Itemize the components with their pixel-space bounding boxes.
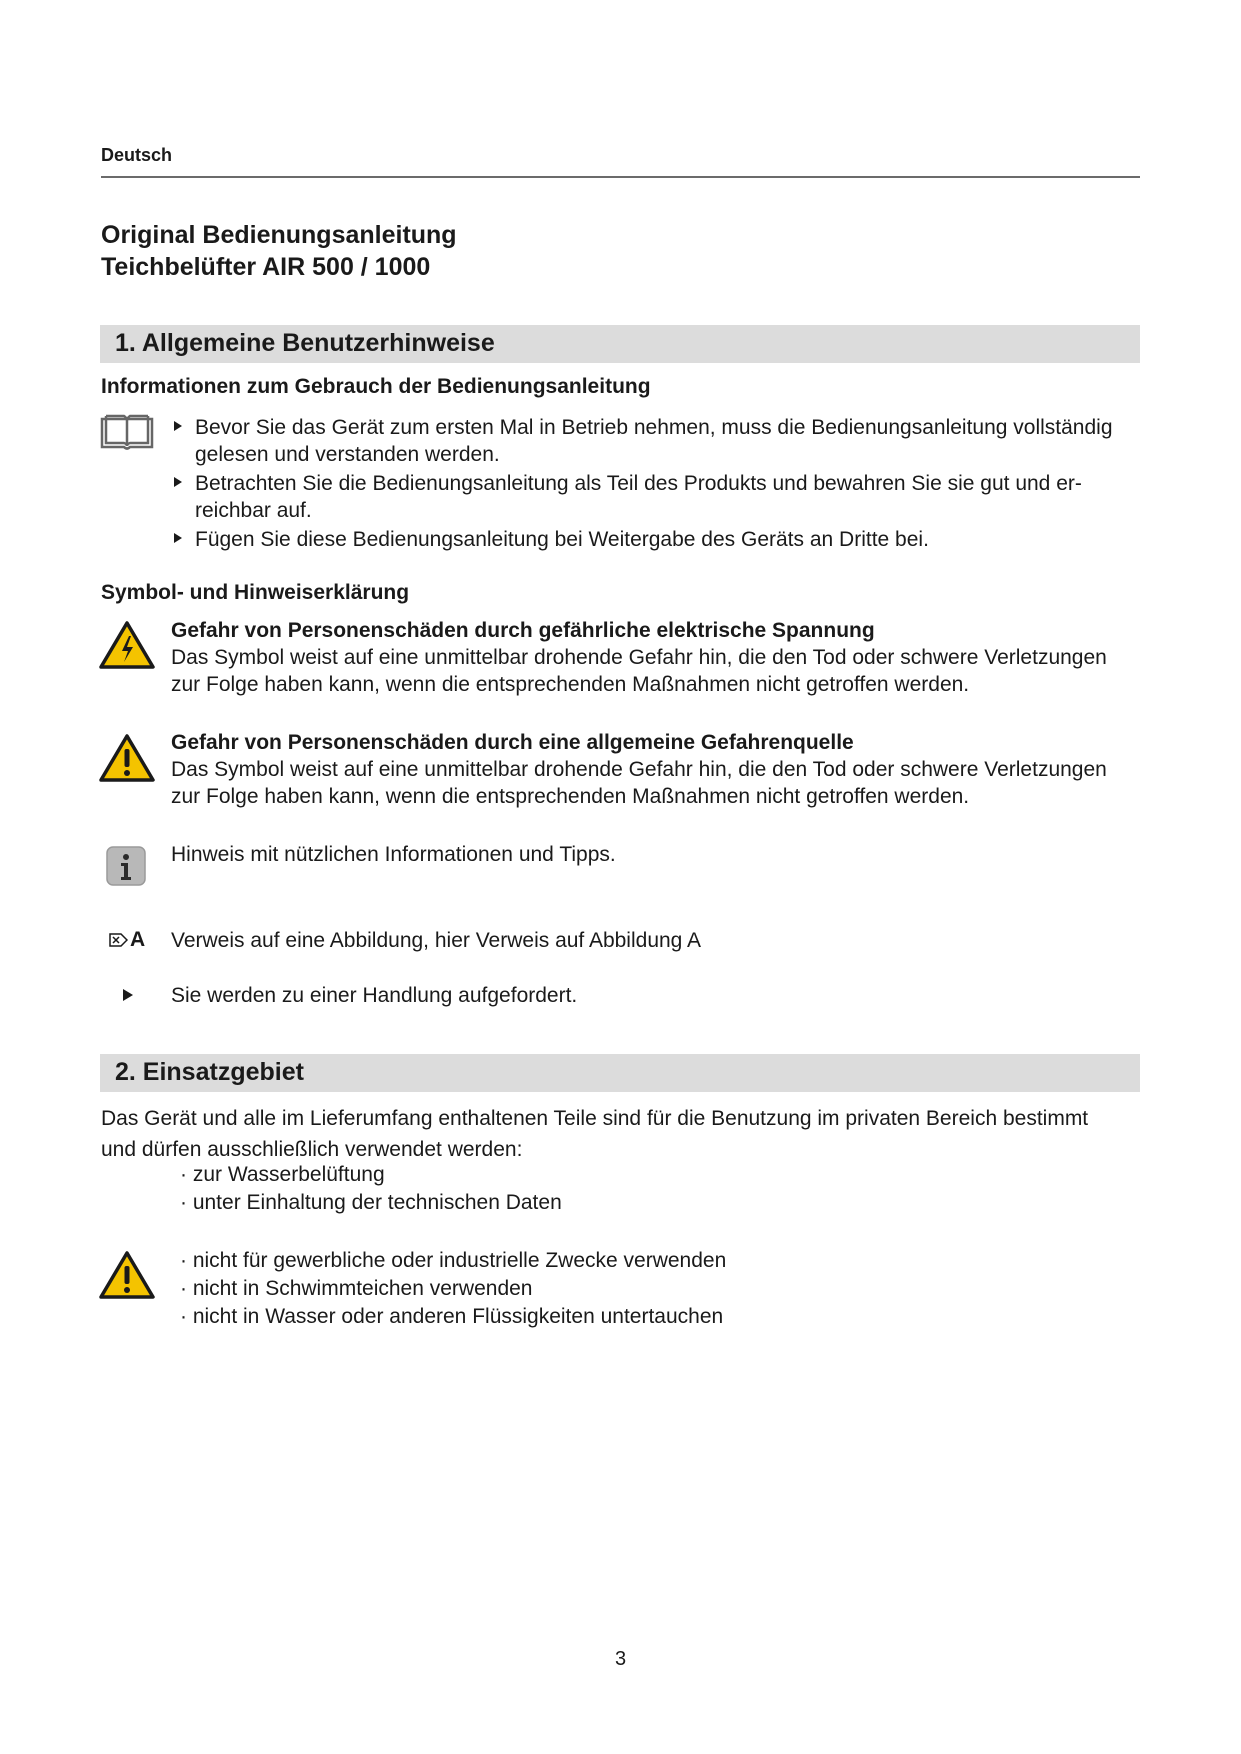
electric-warning-text: Das Symbol weist auf eine unmittelbar drohende Gefahr hin, die den Tod oder schwere Verletzungen zur Folge haben kann, wenn die entsprechenden Maßnahmen nicht getroffen werden.: [171, 646, 1107, 696]
header-rule: [101, 176, 1140, 178]
general-warning-text: Das Symbol weist auf eine unmittelbar drohende Gefahr hin, die den Tod oder schwere Verletzungen zur Folge haben kann, wenn die entsprechenden Maßnahmen nicht getroffen werden.: [171, 758, 1107, 808]
list-item: · zur Wasserbelüftung: [180, 1163, 385, 1186]
section-2-heading: 2. Einsatzgebiet: [115, 1058, 304, 1086]
usage-intro-line-1: Das Gerät und alle im Lieferumfang enthaltenen Teile sind für die Benutzung im privaten Bereich bestimmt: [101, 1107, 1089, 1130]
electric-warning-title: Gefahr von Personenschäden durch gefährliche elektrische Spannung: [171, 619, 875, 642]
action-arrow-icon: [122, 988, 134, 1002]
title-line-1: Original Bedienungsanleitung: [101, 221, 457, 249]
figure-reference-icon: [109, 932, 129, 948]
section-1-heading: 1. Allgemeine Benutzerhinweise: [115, 329, 495, 357]
figure-reference-label: A: [130, 928, 146, 951]
usage-bullet-list: [172, 414, 1132, 555]
list-item: · unter Einhaltung der technischen Daten: [180, 1191, 562, 1214]
general-warning-block: [171, 729, 1131, 810]
bullet-arrow-icon: [174, 477, 182, 487]
document-title: [101, 219, 457, 283]
symbols-subheading: Symbol- und Hinweiserklärung: [101, 581, 410, 604]
book-icon: [98, 413, 156, 453]
title-line-2: Teichbelüfter AIR 500 / 1000: [101, 253, 431, 281]
general-warning-icon: [98, 733, 156, 783]
list-item: · nicht in Schwimmteichen verwenden: [180, 1277, 533, 1300]
bullet-arrow-icon: [174, 421, 182, 431]
info-note-text: Hinweis mit nützlichen Informationen und Tipps.: [171, 843, 616, 866]
list-item: · nicht in Wasser oder anderen Flüssigkeiten untertauchen: [180, 1305, 724, 1328]
electric-warning-block: [171, 617, 1131, 698]
list-item: · nicht für gewerbliche oder industrielle Zwecke verwenden: [180, 1249, 727, 1272]
page-number: 3: [614, 1648, 627, 1670]
allowed-uses-list: [180, 1161, 562, 1217]
bullet-arrow-icon: [174, 533, 182, 543]
usage-warning-icon: [98, 1250, 156, 1300]
section-2-bar: [100, 1054, 1140, 1092]
general-warning-title: Gefahr von Personenschäden durch eine allgemeine Gefahrenquelle: [171, 731, 854, 754]
info-icon: [105, 845, 147, 887]
usage-intro-line-2: und dürfen ausschließlich verwendet werden:: [101, 1138, 523, 1161]
electric-warning-icon: [98, 620, 156, 670]
section-1-bar: [100, 325, 1140, 363]
list-item: Betrachten Sie die Bedienungsanleitung als Teil des Produkts und bewahren Sie sie gut und er-reichbar auf.: [172, 470, 1132, 524]
usage-info-subheading: Informationen zum Gebrauch der Bedienungsanleitung: [101, 375, 651, 398]
action-text: Sie werden zu einer Handlung aufgefordert.: [171, 984, 578, 1007]
list-item: Bevor Sie das Gerät zum ersten Mal in Betrieb nehmen, muss die Bedienungsanleitung vollständig gelesen und verstanden werden.: [172, 414, 1132, 468]
language-label: Deutsch: [101, 145, 173, 165]
prohibited-uses-list: [180, 1247, 726, 1331]
list-item: Fügen Sie diese Bedienungsanleitung bei Weitergabe des Geräts an Dritte bei.: [172, 526, 1132, 553]
figure-reference-text: Verweis auf eine Abbildung, hier Verweis auf Abbildung A: [171, 929, 702, 952]
